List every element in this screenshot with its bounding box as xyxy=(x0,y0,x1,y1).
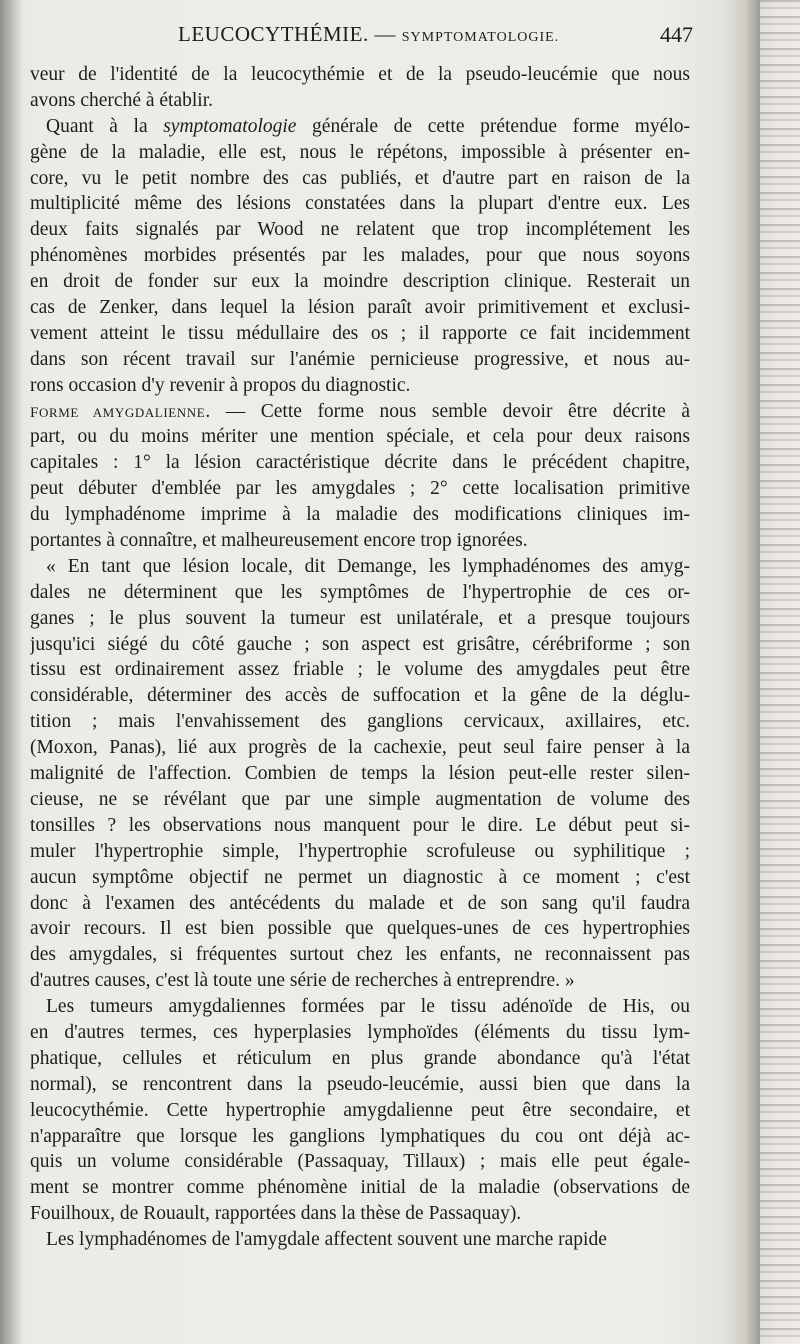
text-line: donc à l'examen des antécédents du malade et de son sang qu'il faudra xyxy=(30,892,690,914)
text-line: quis un volume considérable (Passaquay, Tillaux) ; mais elle peut égale- xyxy=(30,1151,690,1173)
text-line: n'apparaître que lorsque les ganglions lymphatiques du cou ont déjà ac- xyxy=(30,1125,690,1147)
text-line: malignité de l'affection. Combien de temps la lésion peut-elle rester silen- xyxy=(30,763,690,785)
page-number: 447 xyxy=(660,22,693,47)
text-line: Quant à la symptomatologie générale de cette prétendue forme myélo- xyxy=(46,115,690,137)
running-title-sub: SYMPTOMATOLOGIE. xyxy=(401,30,560,45)
text-line: ganes ; le plus souvent la tumeur est unilatérale, et a presque toujours xyxy=(30,607,690,629)
text-line: « En tant que lésion locale, dit Demange, les lymphadénomes des amyg- xyxy=(46,555,690,577)
text-line: veur de l'identité de la leucocythémie et de la pseudo-leucémie que nous xyxy=(30,64,690,85)
text-line: phénomènes morbides présentés par les malades, pour que nous soyons xyxy=(30,245,690,267)
text-line: multiplicité même des lésions constatées dans la plupart d'entre eux. Les xyxy=(30,193,690,215)
text-line: en d'autres termes, ces hyperplasies lymphoïdes (éléments du tissu lym- xyxy=(30,1021,690,1043)
text-line: leucocythémie. Cette hypertrophie amygdalienne peut être secondaire, et xyxy=(30,1099,690,1121)
text-line: ment se montrer comme phénomène initial de la maladie (observations de xyxy=(30,1177,690,1199)
text-line: portantes à connaître, et malheureusement encore trop ignorées. xyxy=(30,530,528,552)
page-edge xyxy=(760,0,800,1344)
text-line: cas de Zenker, dans lequel la lésion paraît avoir primitivement et exclusi- xyxy=(30,297,690,319)
text-line: d'autres causes, c'est là toute une série de recherches à entreprendre. » xyxy=(30,970,575,992)
text-line: capitales : 1° la lésion caractéristique décrite dans le précédent chapitre, xyxy=(30,452,690,474)
text-line: tissu est ordinairement assez friable ; le volume des amygdales peut être xyxy=(30,659,690,681)
text-line: tonsilles ? les observations nous manquent pour le dire. Le début peut si- xyxy=(30,814,690,836)
body-text xyxy=(30,62,690,1253)
text-line: vement atteint le tissu médullaire des os ; il rapporte ce fait incidemment xyxy=(30,322,690,344)
text-line: deux faits signalés par Wood ne relatent que trop incomplétement les xyxy=(30,219,690,241)
text-line: du lymphadénome imprime à la maladie des modifications cliniques im- xyxy=(30,504,690,526)
binding-gutter xyxy=(0,0,22,1344)
text-line: Les tumeurs amygdaliennes formées par le tissu adénoïde de His, ou xyxy=(46,996,690,1018)
text-line: phatique, cellules et réticulum en plus grande abondance qu'à l'état xyxy=(30,1047,690,1069)
text-line: tition ; mais l'envahissement des ganglions cervicaux, axillaires, etc. xyxy=(30,711,690,733)
text-line: muler l'hypertrophie simple, l'hypertrophie scrofuleuse ou syphilitique ; xyxy=(30,840,690,862)
text-line: part, ou du moins mériter une mention spéciale, et cela pour deux raisons xyxy=(30,426,690,448)
text-line: (Moxon, Panas), lié aux progrès de la cachexie, peut seul faire penser à la xyxy=(30,737,690,759)
text-line: Fouilhoux, de Rouault, rapportées dans la thèse de Passaquay). xyxy=(30,1203,522,1225)
text-line: considérable, déterminer des accès de suffocation et la gêne de la déglu- xyxy=(30,685,690,707)
text-line: en droit de fonder sur eux la moindre description clinique. Resterait un xyxy=(30,271,690,293)
running-title xyxy=(178,22,559,47)
text-line: dans son récent travail sur l'anémie pernicieuse progressive, et nous au- xyxy=(30,348,690,370)
text-line: des amygdales, si fréquentes surtout chez les enfants, ne reconnaissent pas xyxy=(30,944,690,966)
text-line: gène de la maladie, elle est, nous le répétons, impossible à présenter en- xyxy=(30,141,690,163)
text-line: avoir recours. Il est bien possible que quelques-unes de ces hypertrophies xyxy=(30,918,690,940)
text-line: core, vu le petit nombre des cas publiés, et d'autre part en raison de la xyxy=(30,167,690,189)
text-line: FORME AMYGDALIENNE. — Cette forme nous semble devoir être décrite à xyxy=(30,400,690,422)
text-line: normal), se rencontrent dans la pseudo-leucémie, aussi bien que dans la xyxy=(30,1073,690,1095)
text-line: peut débuter d'emblée par les amygdales ; 2° cette localisation primitive xyxy=(30,478,690,500)
running-title-main: LEUCOCYTHÉMIE. — xyxy=(178,22,402,46)
text-line: rons occasion d'y revenir à propos du diagnostic. xyxy=(30,374,411,396)
text-line: cieuse, ne se révélant que par une simple augmentation de volume des xyxy=(30,788,690,810)
text-line: dales ne déterminent que les symptômes de l'hypertrophie de ces or- xyxy=(30,581,690,603)
text-line: aucun symptôme objectif ne permet un diagnostic à ce moment ; c'est xyxy=(30,866,690,888)
running-header xyxy=(40,22,695,50)
text-line: Les lymphadénomes de l'amygdale affectent souvent une marche rapide xyxy=(46,1229,607,1251)
text-line: avons cherché à établir. xyxy=(30,89,213,111)
text-line: jusqu'ici siégé du côté gauche ; son aspect est grisâtre, cérébriforme ; son xyxy=(30,633,690,655)
